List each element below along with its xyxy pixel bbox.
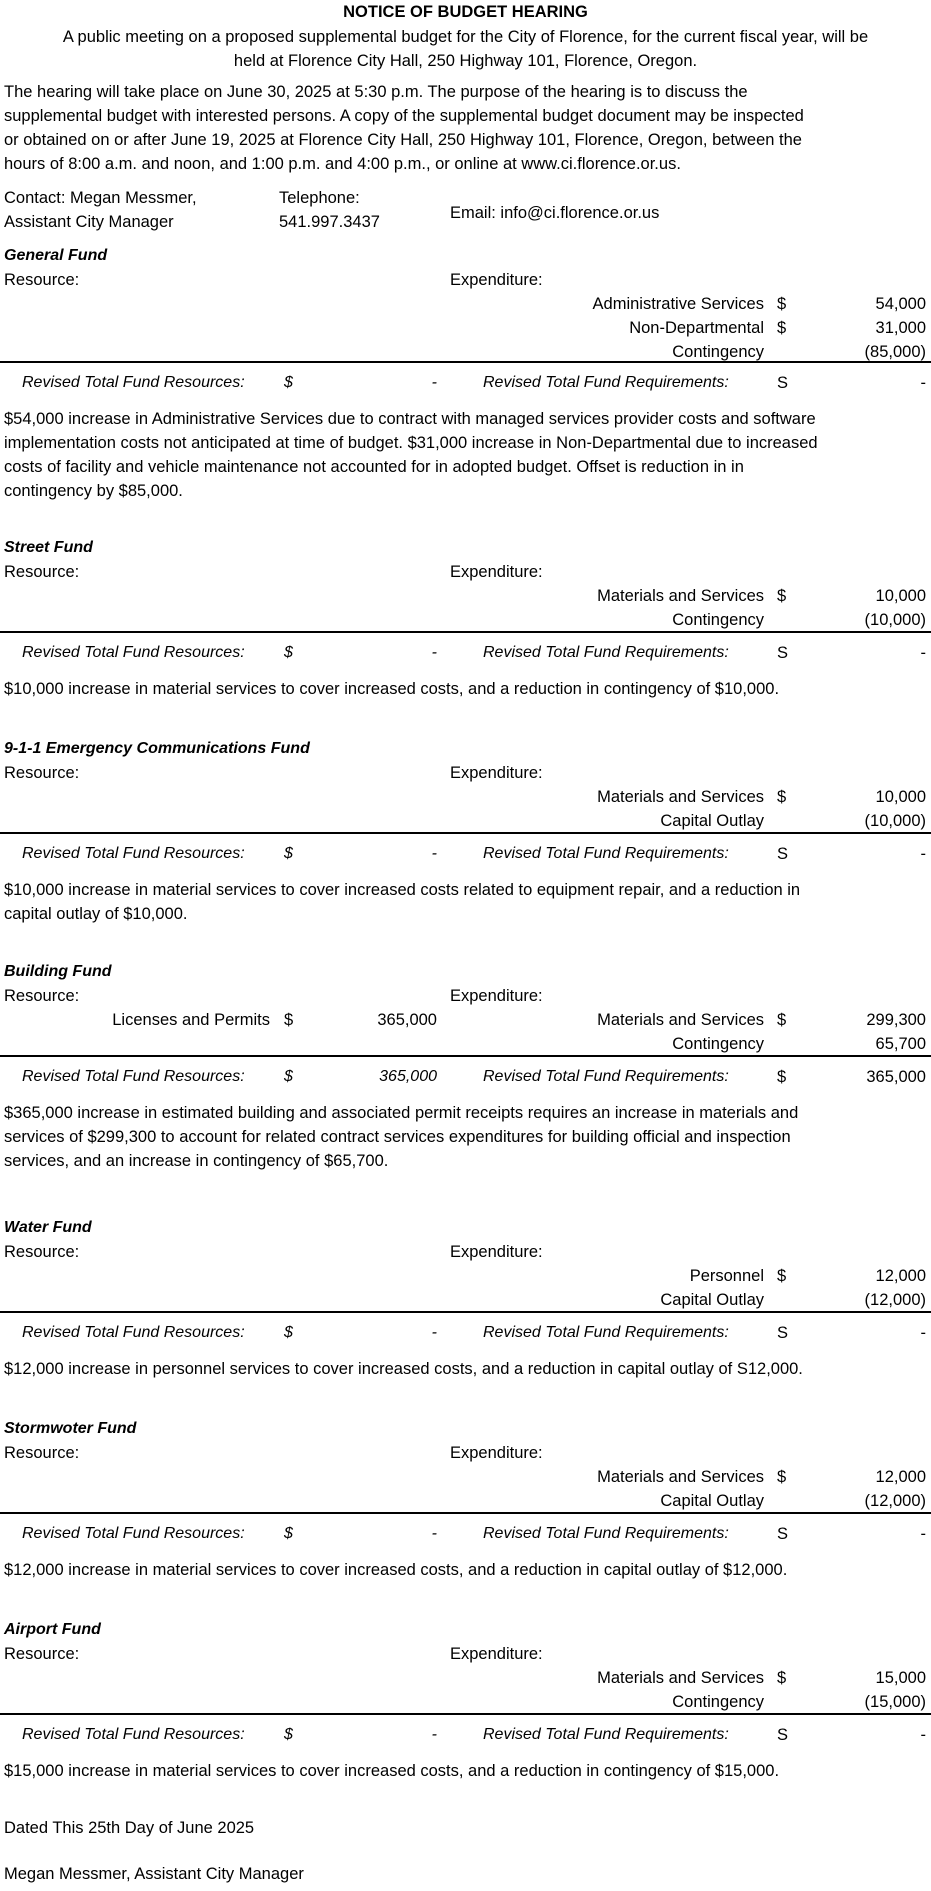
expenditure-item-dollar: $ [777,1468,787,1486]
total-requirements-dollar: S [777,374,789,392]
contact-name: Contact: Megan Messmer, [4,189,197,207]
expenditure-label: Expenditure: [450,1444,543,1462]
fund-description-line: services, and an increase in contingency of $65,700. [4,1152,389,1170]
fund-name: Street Fund [4,539,93,556]
total-resources-amount: - [431,1726,437,1743]
expenditure-item-label: Materials and Services [597,1468,764,1486]
total-resources-label: Revised Total Fund Resources: [22,1525,245,1542]
fund-name: 9-1-1 Emergency Communications Fund [4,740,310,757]
total-requirements-amount: - [920,845,926,863]
expenditure-item-amount: (12,000) [864,1492,926,1510]
total-resources-dollar: $ [284,1068,293,1085]
total-resources-dollar: $ [284,1324,293,1341]
resource-label: Resource: [4,563,80,581]
expenditure-label: Expenditure: [450,563,543,581]
fund-description-line: services of $299,300 to account for related contract services expenditures for building official and inspection [4,1128,791,1146]
resource-item-label: Licenses and Permits [112,1011,270,1029]
resource-item-dollar: $ [284,1011,294,1029]
fund-description-line: $12,000 increase in personnel services to cover increased costs, and a reduction in capital outlay of S12,000. [4,1360,803,1378]
fund-name: General Fund [4,247,108,264]
total-resources-label: Revised Total Fund Resources: [22,1324,245,1341]
total-requirements-label: Revised Total Fund Requirements: [483,374,729,391]
total-requirements-dollar: S [777,1726,789,1744]
hearing-line: supplemental budget with interested persons. A copy of the supplemental budget document may be inspected [4,107,804,125]
total-requirements-label: Revised Total Fund Requirements: [483,1726,729,1743]
expenditure-item-amount: 10,000 [875,788,926,806]
expenditure-item-label: Capital Outlay [660,1492,764,1510]
fund-description-line: capital outlay of $10,000. [4,905,188,923]
fund-divider [0,361,931,363]
total-requirements-dollar: S [777,845,789,863]
total-resources-label: Revised Total Fund Resources: [22,374,245,391]
resource-label: Resource: [4,764,80,782]
expenditure-item-dollar: $ [777,319,787,337]
total-resources-amount: - [431,644,437,661]
total-resources-dollar: $ [284,845,293,862]
hearing-line: hours of 8:00 a.m. and noon, and 1:00 p.m. and 4:00 p.m., or online at www.ci.florence.or.us. [4,155,681,173]
total-requirements-label: Revised Total Fund Requirements: [483,1324,729,1341]
total-requirements-label: Revised Total Fund Requirements: [483,1068,729,1085]
expenditure-item-amount: 299,300 [866,1011,926,1029]
fund-name: Stormwoter Fund [4,1420,137,1437]
expenditure-item-label: Materials and Services [597,587,764,605]
total-requirements-amount: - [920,1726,926,1744]
expenditure-item-dollar: $ [777,295,787,313]
expenditure-item-amount: 10,000 [875,587,926,605]
total-resources-amount: - [431,374,437,391]
expenditure-label: Expenditure: [450,1243,543,1261]
total-requirements-dollar: $ [777,1068,787,1086]
total-resources-dollar: $ [284,1726,293,1743]
notice-title: NOTICE OF BUDGET HEARING [343,3,588,21]
hearing-line: The hearing will take place on June 30, 2025 at 5:30 p.m. The purpose of the hearing is to discuss the [4,83,748,101]
expenditure-item-amount: 31,000 [875,319,926,337]
expenditure-item-amount: 65,700 [875,1035,926,1053]
fund-description-line: $10,000 increase in material services to cover increased costs related to equipment repair, and a reduction in [4,881,801,899]
expenditure-label: Expenditure: [450,987,543,1005]
fund-name: Water Fund [4,1219,92,1236]
total-resources-dollar: $ [284,644,293,661]
total-resources-amount: 365,000 [379,1068,437,1085]
fund-description-line: $365,000 increase in estimated building and associated permit receipts requires an increase in materials and [4,1104,799,1122]
expenditure-item-amount: (85,000) [864,343,926,361]
fund-name: Airport Fund [4,1621,101,1638]
total-requirements-label: Revised Total Fund Requirements: [483,1525,729,1542]
fund-divider [0,1055,931,1057]
intro-line-1: A public meeting on a proposed supplemental budget for the City of Florence, for the current fiscal year, will be [62,28,869,46]
expenditure-item-dollar: $ [777,587,787,605]
total-requirements-amount: 365,000 [866,1068,926,1086]
telephone-number: 541.997.3437 [279,213,380,231]
total-requirements-dollar: S [777,1525,789,1543]
total-resources-amount: - [431,1525,437,1542]
fund-divider [0,631,931,633]
total-resources-label: Revised Total Fund Resources: [22,644,245,661]
hearing-line: or obtained on or after June 19, 2025 at Florence City Hall, 250 Highway 101, Florence, Oregon, between the [4,131,802,149]
total-requirements-dollar: S [777,1324,789,1342]
expenditure-item-amount: 12,000 [875,1468,926,1486]
expenditure-item-label: Capital Outlay [660,1291,764,1309]
expenditure-label: Expenditure: [450,1645,543,1663]
resource-label: Resource: [4,1243,80,1261]
expenditure-item-dollar: $ [777,788,787,806]
resource-label: Resource: [4,1444,80,1462]
fund-description-line: $10,000 increase in material services to cover increased costs, and a reduction in contingency of $10,000. [4,680,780,698]
total-resources-amount: - [431,1324,437,1341]
expenditure-item-label: Personnel [689,1267,764,1285]
fund-description-line: implementation costs not anticipated at time of budget. $31,000 increase in Non-Departmental due to increased [4,434,818,452]
expenditure-item-label: Materials and Services [597,1011,764,1029]
fund-description-line: contingency by $85,000. [4,482,183,500]
fund-description-line: $12,000 increase in material services to cover increased costs, and a reduction in capital outlay of $12,000. [4,1561,788,1579]
fund-divider [0,1512,931,1514]
dated-line: Dated This 25th Day of June 2025 [4,1819,255,1837]
signature-line: Megan Messmer, Assistant City Manager [4,1865,304,1883]
total-requirements-amount: - [920,1525,926,1543]
expenditure-item-amount: 15,000 [875,1669,926,1687]
resource-item-amount: 365,000 [377,1011,437,1029]
fund-description-line: costs of facility and vehicle maintenance not accounted for in adopted budget. Offset is reduction in in [4,458,744,476]
fund-name: Building Fund [4,963,112,980]
expenditure-item-label: Capital Outlay [660,812,764,830]
expenditure-item-amount: 54,000 [875,295,926,313]
contact-title: Assistant City Manager [4,213,174,231]
expenditure-item-label: Contingency [672,1035,764,1053]
total-resources-label: Revised Total Fund Resources: [22,1068,245,1085]
total-requirements-amount: - [920,1324,926,1342]
expenditure-item-label: Administrative Services [592,295,764,313]
expenditure-item-amount: (10,000) [864,611,926,629]
expenditure-item-label: Contingency [672,343,764,361]
expenditure-item-amount: (12,000) [864,1291,926,1309]
total-requirements-label: Revised Total Fund Requirements: [483,845,729,862]
expenditure-item-label: Contingency [672,611,764,629]
expenditure-item-amount: (10,000) [864,812,926,830]
total-resources-dollar: $ [284,374,293,391]
total-resources-dollar: $ [284,1525,293,1542]
fund-description-line: $54,000 increase in Administrative Services due to contract with managed services provider costs and software [4,410,816,428]
total-requirements-amount: - [920,374,926,392]
expenditure-item-label: Contingency [672,1693,764,1711]
telephone-label: Telephone: [279,189,360,207]
expenditure-item-amount: (15,000) [864,1693,926,1711]
total-resources-label: Revised Total Fund Resources: [22,1726,245,1743]
fund-divider [0,1311,931,1313]
resource-label: Resource: [4,1645,80,1663]
resource-label: Resource: [4,271,80,289]
expenditure-item-label: Materials and Services [597,788,764,806]
fund-divider [0,1713,931,1715]
expenditure-label: Expenditure: [450,271,543,289]
resource-label: Resource: [4,987,80,1005]
total-requirements-amount: - [920,644,926,662]
intro-line-2: held at Florence City Hall, 250 Highway 101, Florence, Oregon. [233,52,698,70]
total-resources-amount: - [431,845,437,862]
fund-description-line: $15,000 increase in material services to cover increased costs, and a reduction in contingency of $15,000. [4,1762,780,1780]
total-requirements-label: Revised Total Fund Requirements: [483,644,729,661]
total-requirements-dollar: S [777,644,789,662]
expenditure-item-label: Materials and Services [597,1669,764,1687]
expenditure-item-amount: 12,000 [875,1267,926,1285]
expenditure-item-dollar: $ [777,1669,787,1687]
email: Email: info@ci.florence.or.us [450,204,660,222]
expenditure-label: Expenditure: [450,764,543,782]
fund-divider [0,832,931,834]
total-resources-label: Revised Total Fund Resources: [22,845,245,862]
expenditure-item-dollar: $ [777,1267,787,1285]
expenditure-item-label: Non-Departmental [629,319,764,337]
expenditure-item-dollar: $ [777,1011,787,1029]
